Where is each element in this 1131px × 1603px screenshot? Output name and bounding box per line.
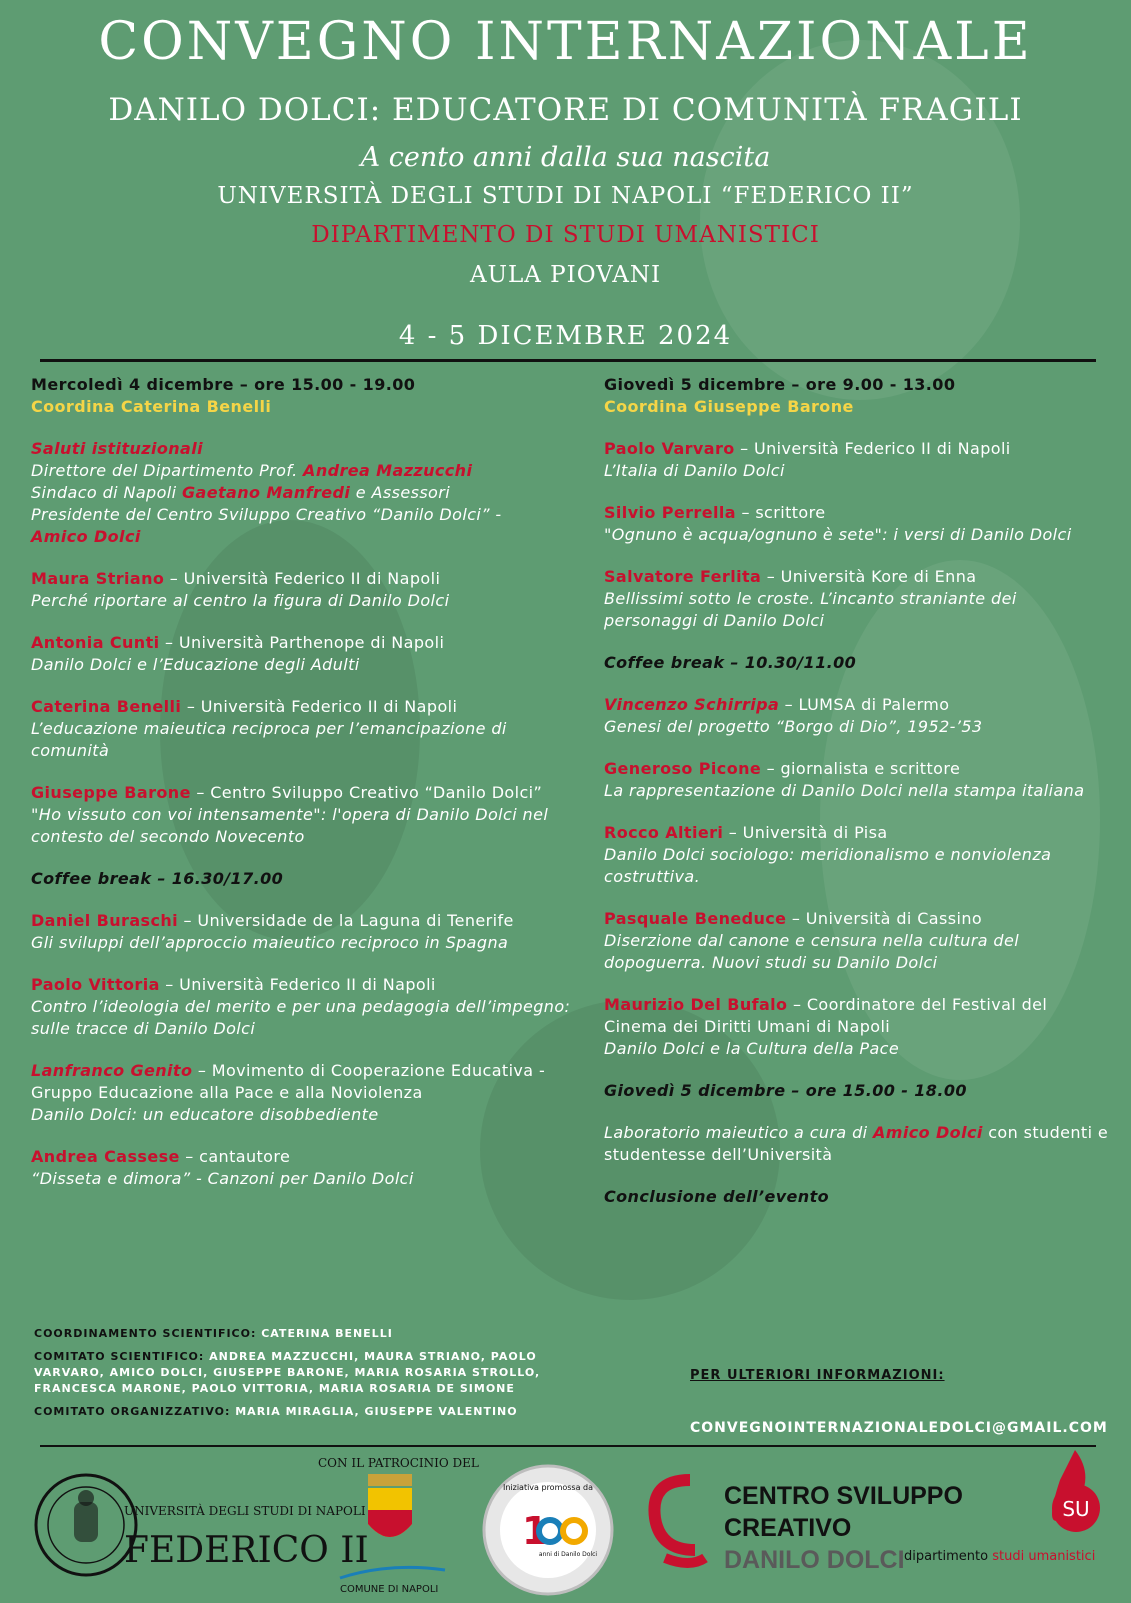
talk-title: Gli sviluppi dell’approccio maieutico reciproco in Spagna [31,933,509,952]
svg-text:anni di Danilo Dolci: anni di Danilo Dolci [538,1551,598,1558]
talk-item: Andrea Cassese – cantautore “Disseta e dimora” - Canzoni per Danilo Dolci [31,1146,571,1190]
speaker-name: Amico Dolci [31,527,141,546]
bottom-divider [40,1445,1096,1447]
talk-title: Danilo Dolci e l’Educazione degli Adulti [31,655,360,674]
talk-title: "Ognuno è acqua/ognuno è sete": i versi di Danilo Dolci [604,525,1072,544]
coffee-break: Coffee break – 16.30/17.00 [31,869,284,888]
speaker-name: Giuseppe Barone [31,783,191,802]
event-title: CONVEGNO INTERNAZIONALE [98,12,1033,72]
unina-small-text: UNIVERSITÀ DEGLI STUDI DI NAPOLI [124,1504,366,1518]
department-name: DIPARTIMENTO DI STUDI UMANISTICI [311,222,820,248]
saluti-block: Saluti istituzionali Direttore del Dipartimento Prof. Andrea Mazzucchi Sindaco di Napoli Gaetano Manfredi e Assessori Presidente del Centro Sviluppo Creativo “Danilo Dolci” - Amico Dolci [31,438,571,548]
speaker-name: Caterina Benelli [31,697,182,716]
speaker-name: Silvio Perrella [604,503,736,522]
speaker-name: Paolo Vittoria [31,975,160,994]
logos-strip [0,1450,1131,1599]
info-label: PER ULTERIORI INFORMAZIONI: [690,1368,945,1383]
federico-ii-seal-icon [36,1475,136,1575]
speaker-name: Maura Striano [31,569,165,588]
sponsor-logos [0,1450,1131,1599]
talk-item: Maura Striano – Università Federico II di Napoli Perché riportare al centro la figura di Danilo Dolci [31,568,571,612]
talk-title: Diserzione dal canone e censura nella cultura del dopoguerra. Nuovi studi su Danilo Dolci [604,931,1020,972]
speaker-name: Paolo Varvaro [604,439,735,458]
dsu-mark-icon [1052,1450,1100,1532]
talk-item: Caterina Benelli – Università Federico II di Napoli L’educazione maieutica reciproca per l’emancipazione di comunità [31,696,571,762]
csc-line3: DANILO DOLCI [724,1546,905,1574]
speaker-name: Pasquale Beneduce [604,909,787,928]
csc-line2: CREATIVO [724,1514,852,1542]
comune-napoli-text: COMUNE DI NAPOLI [340,1584,439,1595]
day2-coordinator: Coordina Giuseppe Barone [604,397,854,416]
talk-item: Vincenzo Schirripa – LUMSA di Palermo Genesi del progetto “Borgo di Dio”, 1952-’53 [604,694,1109,738]
talk-title: Perché riportare al centro la figura di Danilo Dolci [31,591,450,610]
talk-title: Danilo Dolci e la Cultura della Pace [604,1039,900,1058]
contact-email[interactable]: CONVEGNOINTERNAZIONALEDOLCI@GMAIL.COM [690,1420,1108,1436]
talk-title: L’Italia di Danilo Dolci [604,461,785,480]
speaker-name: Lanfranco Genito [31,1061,193,1080]
talk-title: "Ho vissuto con voi intensamente": l'opera di Danilo Dolci nel contesto del secondo Novecento [31,805,549,846]
unina-big-text: FEDERICO II [124,1530,369,1571]
speaker-name: Antonia Cunti [31,633,160,652]
talk-title: “Disseta e dimora” - Canzoni per Danilo Dolci [31,1169,414,1188]
centenary-seal-icon [484,1466,612,1594]
saluti-title: Saluti istituzionali [31,439,204,458]
talk-item: Antonia Cunti – Università Parthenope di Napoli Danilo Dolci e l’Educazione degli Adulti [31,632,571,676]
university-name: UNIVERSITÀ DEGLI STUDI DI NAPOLI “FEDERICO II” [217,183,914,209]
speaker-name: Generoso Picone [604,759,762,778]
speaker-name: Daniel Buraschi [31,911,179,930]
laboratory-description: Laboratorio maieutico a cura di Amico Dolci con studenti e studentesse dell’Università [604,1123,1109,1164]
program-day2 [604,374,1109,1208]
talk-title: Danilo Dolci: un educatore disobbediente [31,1105,379,1124]
talk-item: Lanfranco Genito – Movimento di Cooperazione Educativa - Gruppo Educazione alla Pace e alla Noviolenza Danilo Dolci: un educatore disobbediente [31,1060,571,1126]
day1-coordinator: Coordina Caterina Benelli [31,397,272,416]
talk-item: Daniel Buraschi – Universidade de la Laguna di Tenerife Gli sviluppi dell’approccio maieutico reciproco in Spagna [31,910,571,954]
patronage-label: CON IL PATROCINIO DEL [318,1456,479,1470]
speaker-name: Andrea Mazzucchi [303,461,473,480]
program-day1 [31,374,571,1190]
talk-item: Salvatore Ferlita – Università Kore di Enna Bellissimi sotto le croste. L’incanto straniante dei personaggi di Danilo Dolci [604,566,1109,632]
talk-title: L’educazione maieutica reciproca per l’emancipazione di comunità [31,719,507,760]
coffee-break: Coffee break – 10.30/11.00 [604,653,857,672]
dsu-text: dipartimento studi umanistici [904,1549,1096,1564]
event-tagline: A cento anni dalla sua nascita [360,142,771,173]
talk-title: Bellissimi sotto le croste. L’incanto straniante dei personaggi di Danilo Dolci [604,589,1017,630]
svg-text:SU: SU [1062,1497,1090,1521]
event-dates: 4 - 5 DICEMBRE 2024 [398,321,733,351]
talk-item: Paolo Vittoria – Università Federico II di Napoli Contro l’ideologia del merito e per una pedagogia dell’impegno: sulle tracce di Danilo Dolci [31,975,571,1038]
event-subtitle: DANILO DOLCI: EDUCATORE DI COMUNITÀ FRAGILI [108,92,1023,128]
talk-item: Maurizio Del Bufalo – Coordinatore del Festival del Cinema dei Diritti Umani di Napoli Danilo Dolci e la Cultura della Pace [604,994,1109,1060]
talk-title: Danilo Dolci sociologo: meridionalismo e nonviolenza costruttiva. [604,845,1052,886]
csc-line1: CENTRO SVILUPPO [724,1482,963,1510]
room-name: AULA PIOVANI [469,262,662,288]
speaker-name: Vincenzo Schirripa [604,695,780,714]
speaker-name: Gaetano Manfredi [181,483,351,502]
speaker-name: Andrea Cassese [31,1147,180,1166]
speaker-name: Rocco Altieri [604,823,724,842]
day2-afternoon-heading: Giovedì 5 dicembre – ore 15.00 - 18.00 [604,1081,967,1100]
talk-title: La rappresentazione di Danilo Dolci nella stampa italiana [604,781,1085,800]
talk-item: Silvio Perrella – scrittore "Ognuno è acqua/ognuno è sete": i versi di Danilo Dolci [604,502,1109,546]
talk-item: Generoso Picone – giornalista e scrittore La rappresentazione di Danilo Dolci nella stampa italiana [604,758,1109,802]
talk-title: Genesi del progetto “Borgo di Dio”, 1952-’53 [604,717,983,736]
speaker-name: Salvatore Ferlita [604,567,762,586]
day2-heading: Giovedì 5 dicembre – ore 9.00 - 13.00 [604,375,956,394]
speaker-name: Maurizio Del Bufalo [604,995,788,1014]
svg-text:Iniziativa promossa da: Iniziativa promossa da [502,1483,594,1492]
csc-mark-icon [654,1480,705,1563]
day1-heading: Mercoledì 4 dicembre – ore 15.00 - 19.00 [31,375,416,394]
speaker-name: Amico Dolci [873,1123,983,1142]
talk-item: Giuseppe Barone – Centro Sviluppo Creativo “Danilo Dolci” "Ho vissuto con voi intensamente": l'opera di Danilo Dolci nel contesto del secondo Novecento [31,782,571,848]
top-divider [40,359,1096,362]
conclusion: Conclusione dell’evento [604,1187,830,1206]
talk-item: Rocco Altieri – Università di Pisa Danilo Dolci sociologo: meridionalismo e nonviolenza costruttiva. [604,822,1109,888]
svg-text:1: 1 [522,1509,549,1553]
talk-title: Contro l’ideologia del merito e per una pedagogia dell’impegno: sulle tracce di Danilo Dolci [31,997,571,1038]
committee-credits: COORDINAMENTO SCIENTIFICO: CATERINA BENELLI COMITATO SCIENTIFICO: ANDREA MAZZUCCHI, MAURA STRIANO, PAOLO VARVARO, AMICO DOLCI, GIUSEPPE BARONE, MARIA ROSARIA STROLLO, FRANCESCA MARONE, PAOLO VITTORIA, MARIA ROSARIA DE SIMONE COMITATO ORGANIZZATIVO: MARIA MIRAGLIA, GIUSEPPE VALENTINO [34,1327,541,1418]
talk-item: Pasquale Beneduce – Università di Cassino Diserzione dal canone e censura nella cultura del dopoguerra. Nuovi studi su Danilo Dolci [604,908,1109,974]
talk-item: Paolo Varvaro – Università Federico II di Napoli L’Italia di Danilo Dolci [604,438,1109,482]
